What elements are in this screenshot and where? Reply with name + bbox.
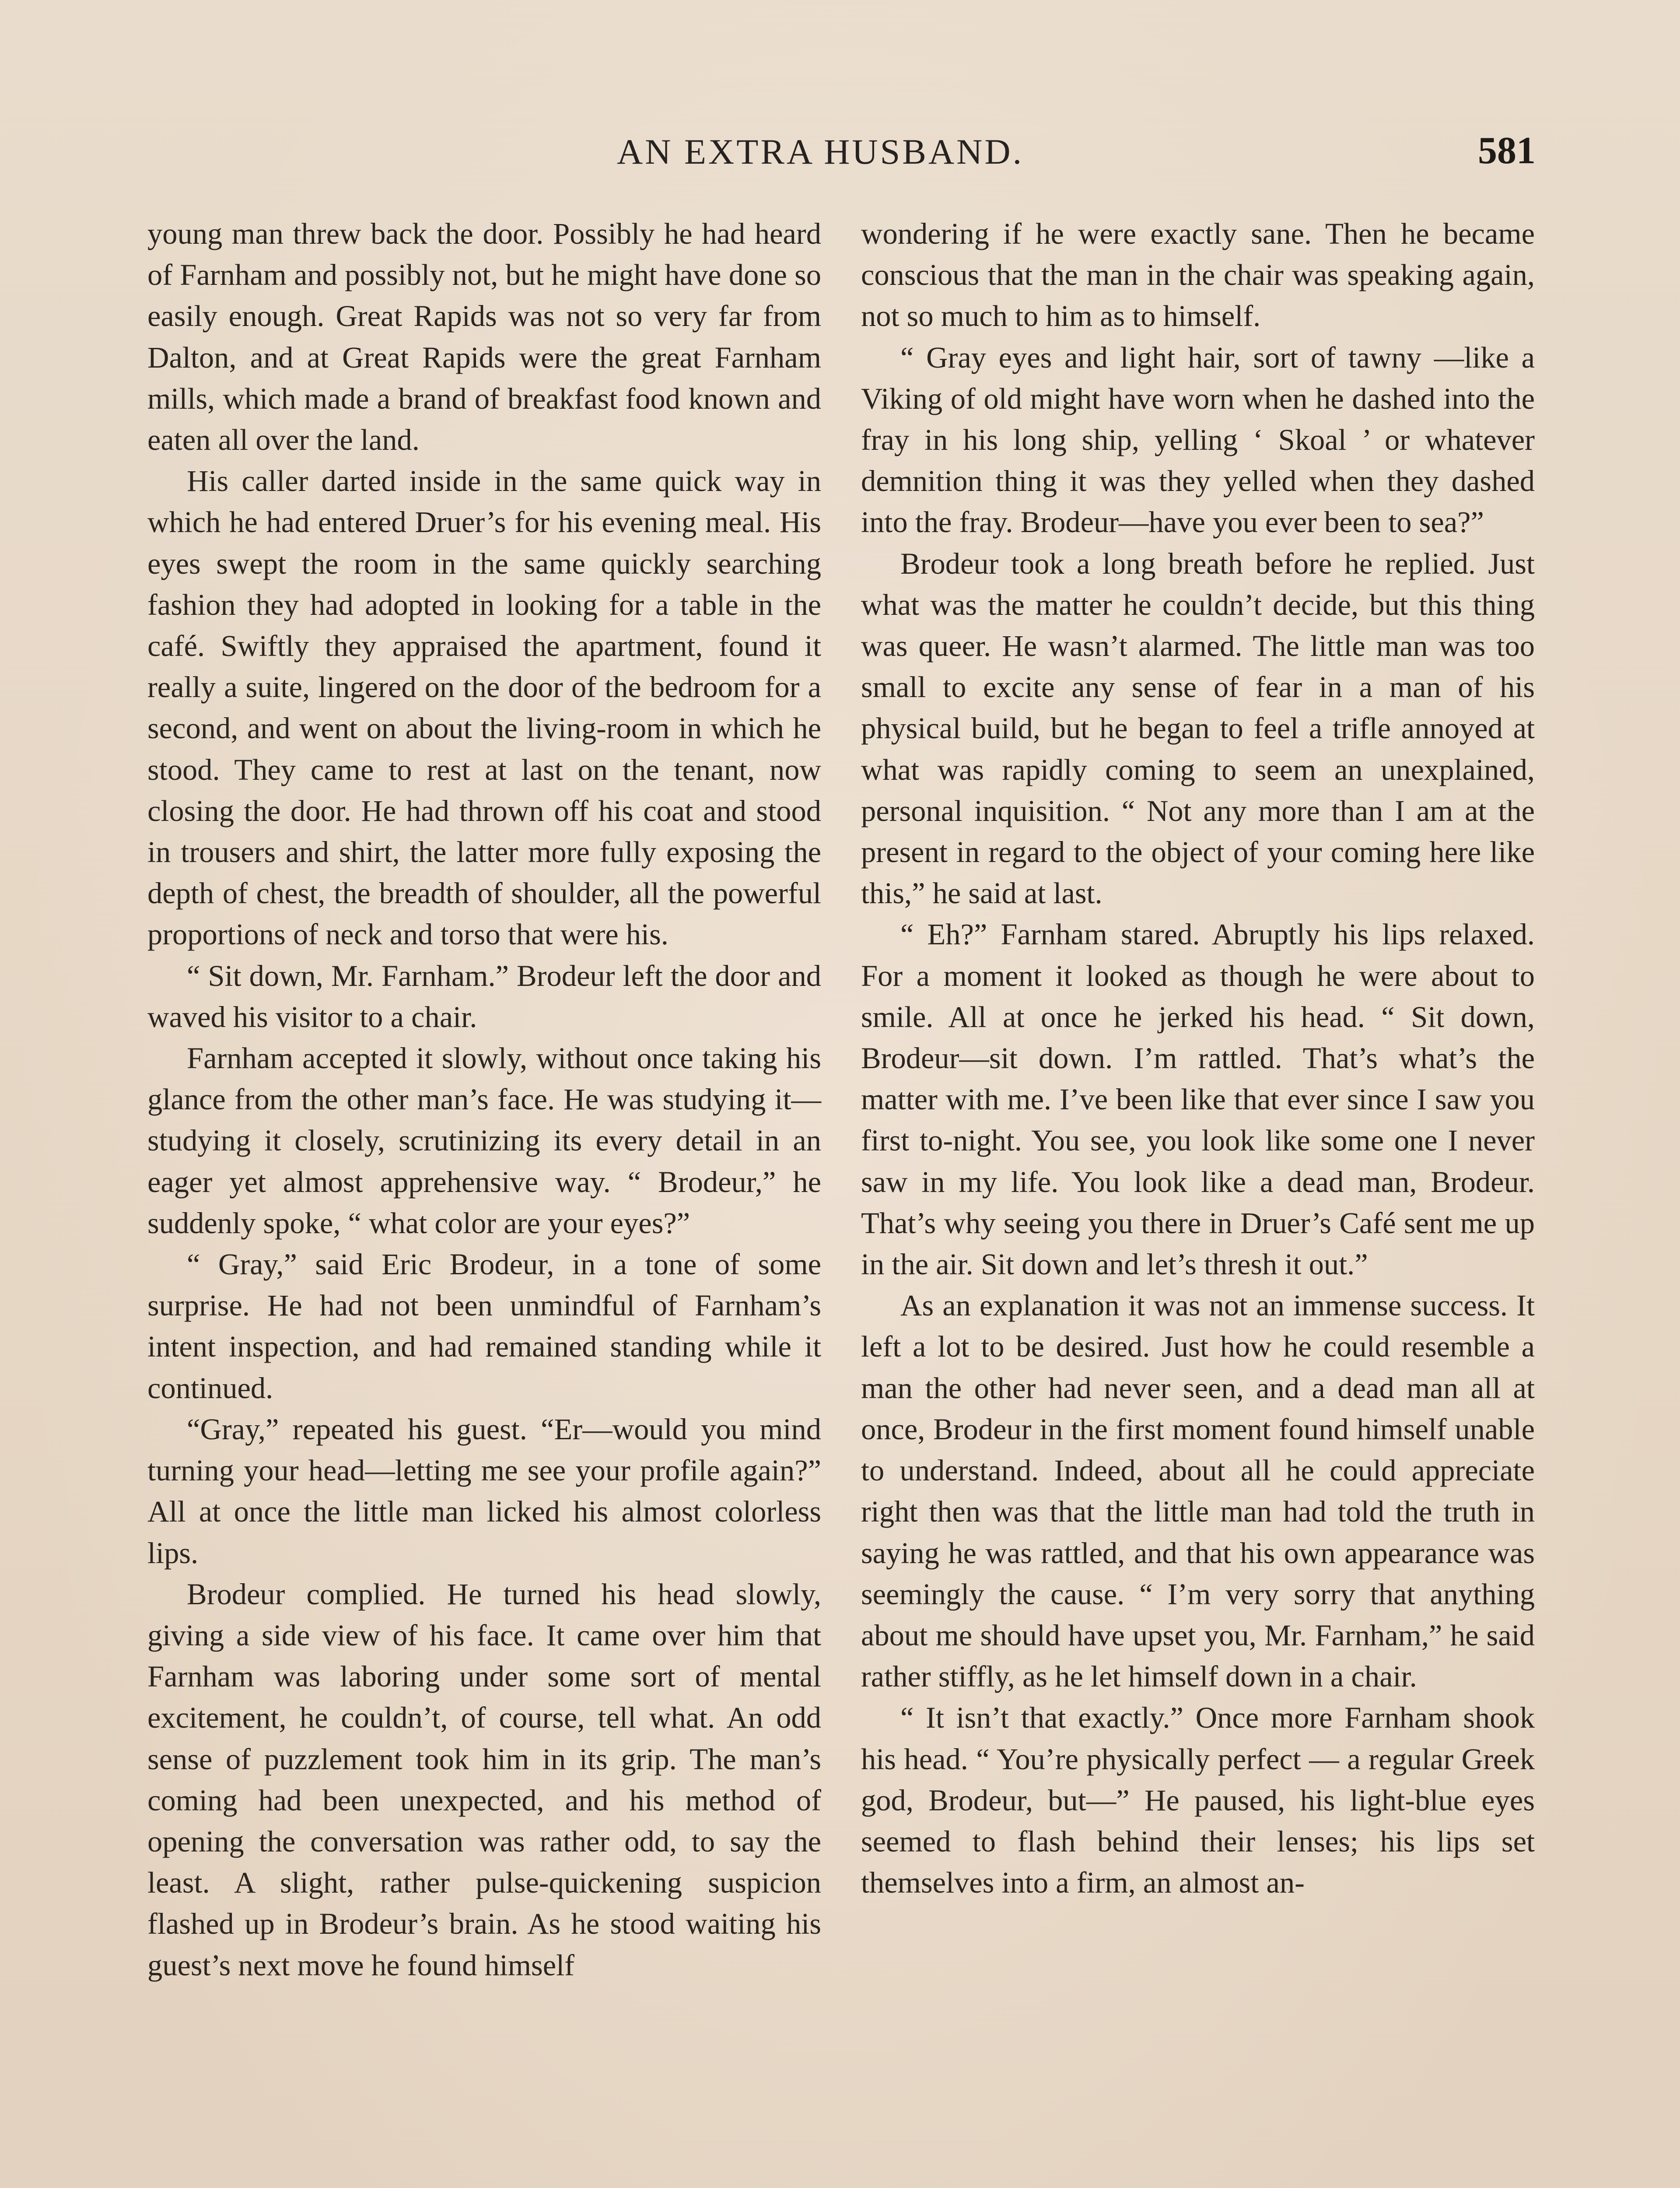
left-column: [147, 213, 821, 1986]
paragraph: Farnham accepted it slowly, without once taking his glance from the other man’s face. He was studying it—studying it closely, scrutinizing its every detail in an eager yet almost apprehensive way. “ Brodeur,” he suddenly spoke, “ what color are your eyes?”: [147, 1041, 821, 1240]
paragraph: “ Gray,” said Eric Brodeur, in a tone of some surprise. He had not been unmindful of Farnham’s intent inspection, and had remained standing while it continued.: [147, 1248, 821, 1405]
paragraph: wondering if he were exactly sane. Then he became conscious that the man in the chair was speaking again, not so much to him as to himself.: [861, 217, 1535, 333]
paragraph: “Gray,” repeated his guest. “Er—would you mind turning your head—letting me see your profile again?” All at once the little man licked his almost colorless lips.: [147, 1412, 821, 1570]
running-title: AN EXTRA HUSBAND.: [617, 132, 1024, 172]
paragraph: Brodeur complied. He turned his head slowly, giving a side view of his face. It came over him that Farnham was laboring under some sort of mental excitement, he couldn’t, of course, tell what. An odd sense of puzzlement took him in its grip. The man’s coming had been unexpected, and his method of opening the conversation was rather odd, to say the least. A slight, rather pulse-quickening suspicion flashed up in Brodeur’s brain. As he stood waiting his guest’s next move he found himself: [147, 1577, 821, 1982]
paragraph: His caller darted inside in the same quick way in which he had entered Druer’s for his evening meal. His eyes swept the room in the same quickly searching fashion they had adopted in looking for a table in the café. Swiftly they appraised the apartment, found it really a suite, lingered on the door of the bedroom for a second, and went on about the living-room in which he stood. They came to rest at last on the tenant, now closing the door. He had thrown off his coat and stood in trousers and shirt, the latter more fully exposing the depth of chest, the breadth of shoulder, all the powerful proportions of neck and torso that were his.: [147, 464, 821, 951]
paragraph: “ It isn’t that exactly.” Once more Farnham shook his head. “ You’re physically perfect — a regular Greek god, Brodeur, but—” He paused, his light-blue eyes seemed to flash behind their lenses; his lips set themselves into a firm, an almost an-: [861, 1701, 1535, 1900]
paragraph: As an explanation it was not an immense success. It left a lot to be desired. Just how he could resemble a man the other had never seen, and a dead man all at once, Brodeur in the first moment found himself unable to understand. Indeed, about all he could appreciate right then was that the little man had told the truth in saying he was rattled, and that his own appearance was seemingly the cause. “ I’m very sorry that anything about me should have upset you, Mr. Farnham,” he said rather stiffly, as he let himself down in a chair.: [861, 1289, 1535, 1694]
paragraph: “ Sit down, Mr. Farnham.” Brodeur left the door and waved his visitor to a chair.: [147, 959, 821, 1034]
paragraph: “ Gray eyes and light hair, sort of tawny —like a Viking of old might have worn when he dashed into the fray in his long ship, yelling ‘ Skoal ’ or whatever demnition thing it was they yelled when they dashed into the fray. Brodeur—have you ever been to sea?”: [861, 340, 1535, 539]
paragraph: “ Eh?” Farnham stared. Abruptly his lips relaxed. For a moment it looked as though he were about to smile. All at once he jerked his head. “ Sit down, Brodeur—sit down. I’m rattled. That’s what’s the matter with me. I’ve been like that ever since I saw you first to-night. You see, you look like some one I never saw in my life. You look like a dead man, Brodeur. That’s why seeing you there in Druer’s Café sent me up in the air. Sit down and let’s thresh it out.”: [861, 918, 1535, 1281]
paragraph: young man threw back the door. Possibly he had heard of Farnham and possibly not, but he might have done so easily enough. Great Rapids was not so very far from Dalton, and at Great Rapids were the great Farnham mills, which made a brand of breakfast food known and eaten all over the land.: [147, 217, 821, 457]
right-column: [861, 213, 1535, 1903]
page-header: [144, 131, 1536, 179]
page-number: 581: [1478, 130, 1536, 172]
paragraph: Brodeur took a long breath before he replied. Just what was the matter he couldn’t decide, but this thing was queer. He wasn’t alarmed. The little man was too small to excite any sense of fear in a man of his physical build, but he began to feel a trifle annoyed at what was rapidly coming to seem an unexplained, personal inquisition. “ Not any more than I am at the present in regard to the object of your coming here like this,” he said at last.: [861, 547, 1535, 910]
